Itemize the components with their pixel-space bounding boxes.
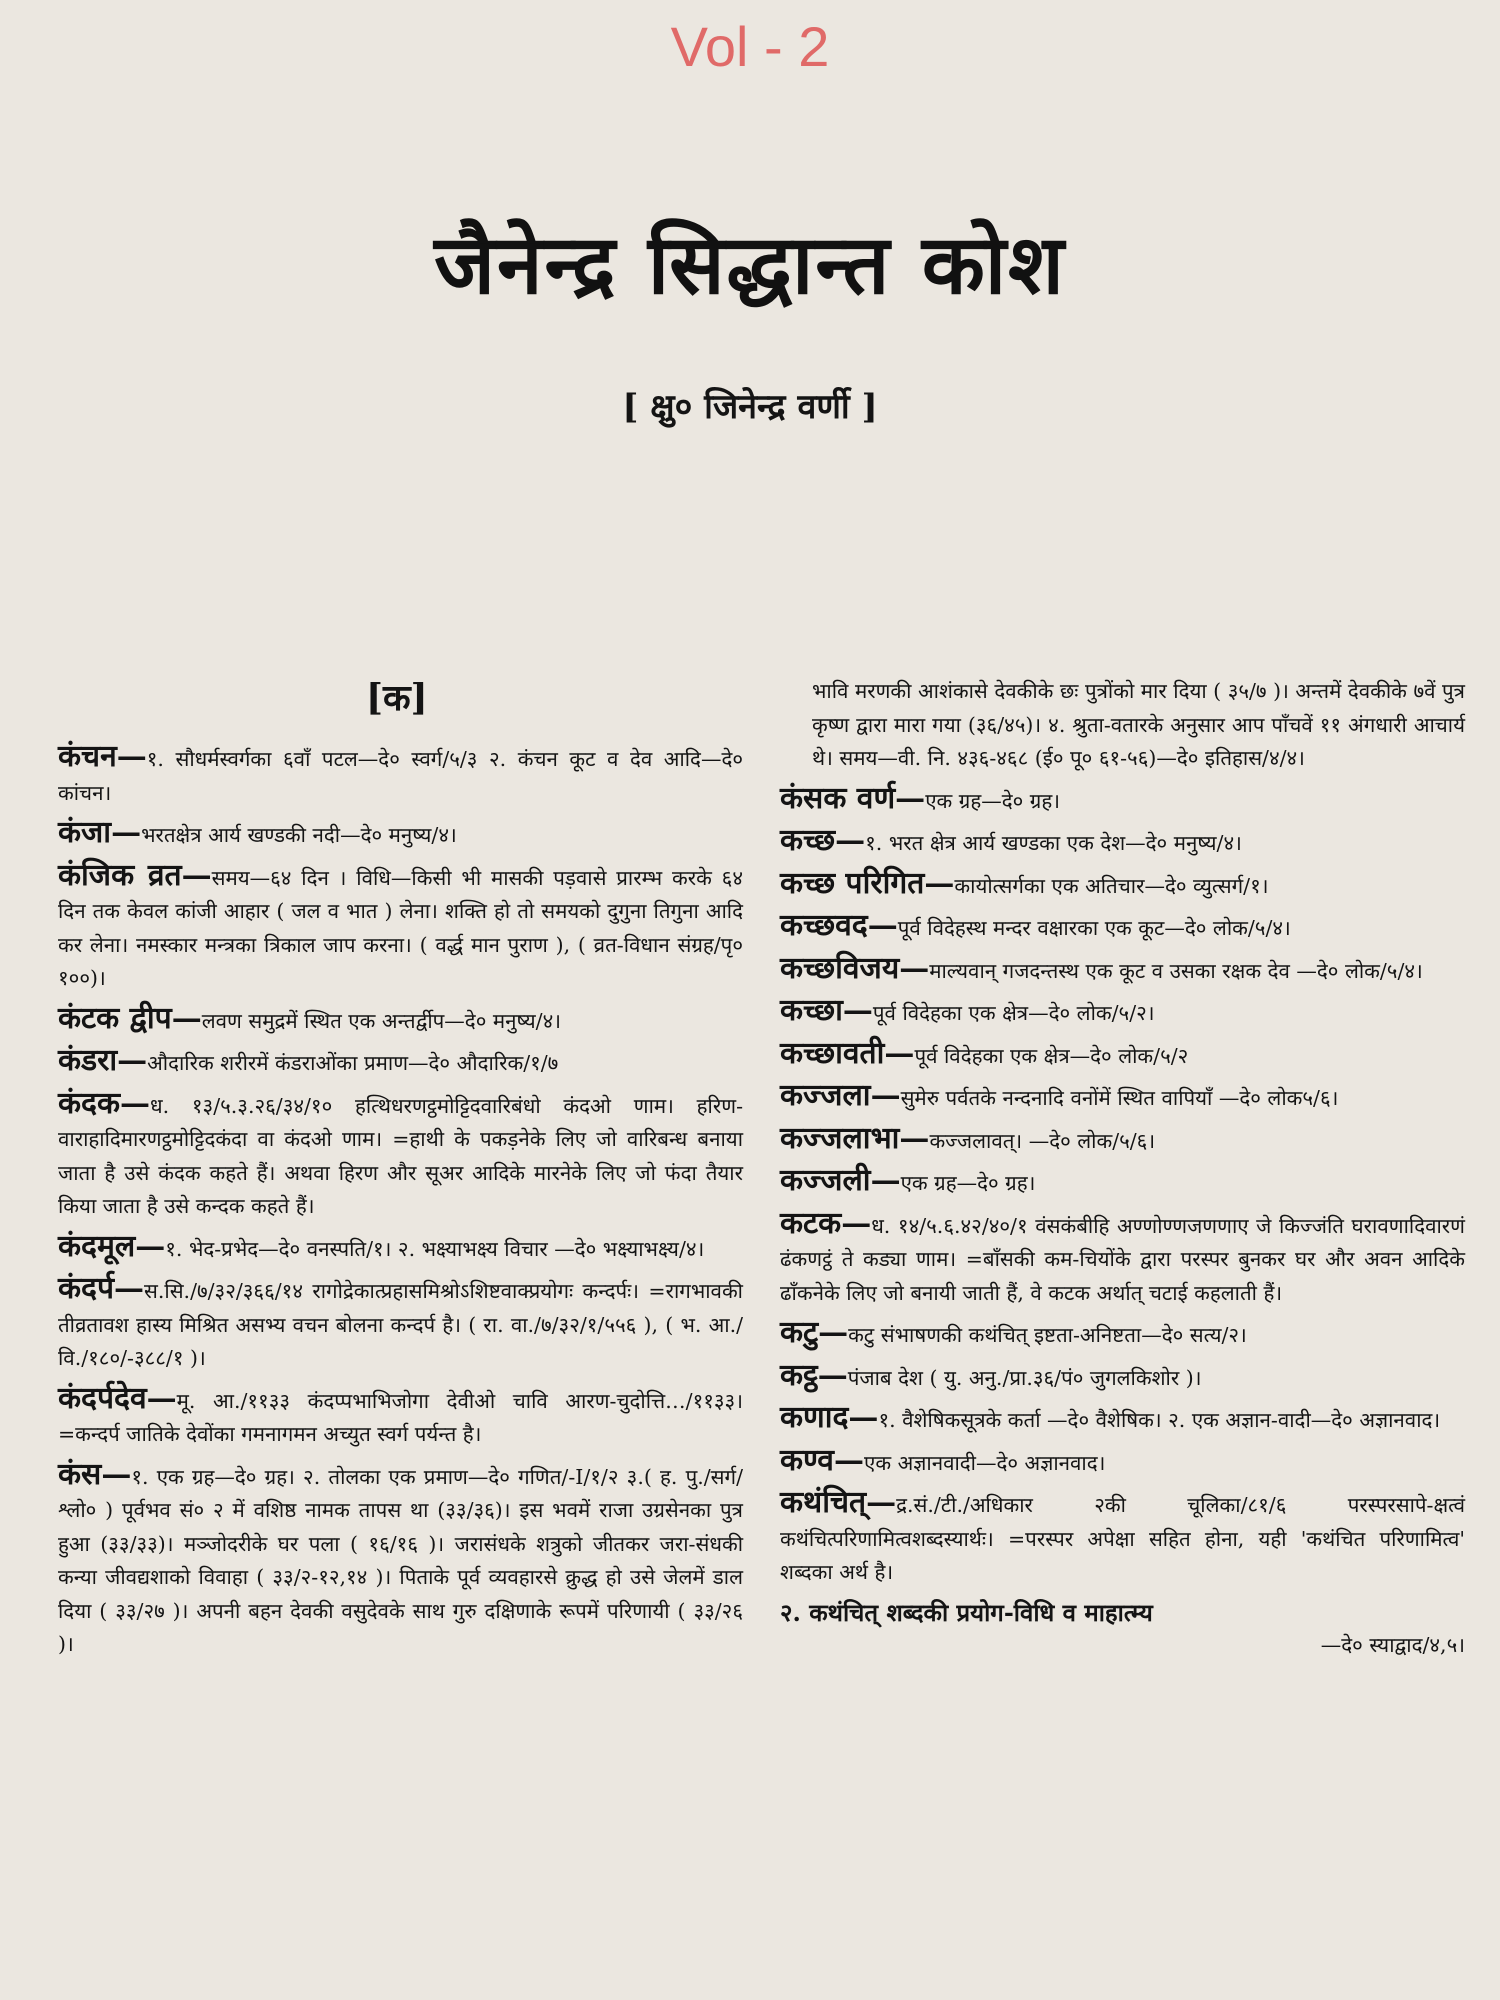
entry-text: ध. १३/५.३.२६/३४/१० हत्थिधरणट्ठमोट्टिदवारिबंधो कंदओ णाम। हरिण-वाराहादिमारणट्ठमोट्टिदकंदा वा कंदओ णाम। =हाथी के पकड़नेके लिए जो वारिबन्ध बनाया जाता है उसे कंदक कहते हैं। अथवा हिरण और सूअर आदिके मारनेके लिए जो फंदा तैयार किया जाता है उसे कन्दक कहते हैं। bbox=[58, 1093, 743, 1218]
entry-text: भावि मरणकी आशंकासे देवकीके छः पुत्रोंको मार दिया ( ३५/७ )। अन्तमें देवकीके ७वें पुत्र कृष्ण द्वारा मारा गया (३६/४५)। ४. श्रुता-वतारके अनुसार आप पाँचवें ११ अंगधारी आचार्य थे। समय—वी. नि. ४३६-४६८ (ई० पू० ६१-५६)—दे० इतिहास/४/४। bbox=[812, 679, 1465, 770]
dictionary-entry bbox=[58, 740, 743, 810]
entry-text: कज्जलावत्। —दे० लोक/५/६। bbox=[929, 1128, 1156, 1153]
entry-headword: कच्छविजय— bbox=[780, 950, 930, 986]
entry-text: समय—६४ दिन । विधि—किसी भी मासकी पड़वासे प्रारम्भ करके ६४ दिन तक केवल कांजी आहार ( जल व भात ) लेना। शक्ति हो तो समयको दुगुना तिगुना आदि कर लेना। नमस्कार मन्त्रका त्रिकाल जाप करना। ( वर्द्ध मान पुराण ), ( व्रत-विधान संग्रह/पृ० १००)। bbox=[58, 865, 743, 990]
entry-headword: कंदर्पदेव— bbox=[58, 1380, 177, 1416]
entry-text: सुमेरु पर्वतके नन्दनादि वनोंमें स्थित वापियाँ —दे० लोक५/६। bbox=[900, 1086, 1339, 1110]
entry-text: माल्यवान् गजदन्तस्थ एक कूट व उसका रक्षक देव —दे० लोक/५/४। bbox=[929, 958, 1423, 983]
entry-text: १. एक ग्रह—दे० ग्रह। २. तोलका एक प्रमाण—दे० गणित/-I/१/२ ३.( ह. पु./सर्ग/श्लो० ) पूर्वभव सं० २ में वशिष्ठ नामक तापस था (३३/३६)। इस भवमें राजा उग्रसेनका पुत्र हुआ (३३/३३)। मञ्जोदरीके घर पला ( १६/१६ )। जरासंधके शत्रुको जीतकर जरा-संधकी कन्या जीवद्यशाको विवाहा ( ३३/२-१२,१४ )। पिताके पूर्व व्यवहारसे क्रुद्ध हो उसे जेलमें डाल दिया ( ३३/२७ )। अपनी बहन देवकी वसुदेवके साथ गुरु दक्षिणाके रूपमें परिणायी ( ३३/२६ )। bbox=[58, 1464, 743, 1656]
entry-headword: कटु— bbox=[780, 1315, 849, 1350]
sub-heading: २. कथंचित् शब्दकी प्रयोग-विधि व माहात्म्य bbox=[780, 1597, 1153, 1627]
dictionary-entry bbox=[58, 859, 743, 996]
entry-headword: कच्छ परिगित— bbox=[780, 865, 955, 901]
dictionary-entry bbox=[780, 824, 1465, 861]
dictionary-entry bbox=[58, 1044, 743, 1081]
entry-headword: कंडरा— bbox=[58, 1043, 148, 1078]
dictionary-entry bbox=[58, 816, 743, 853]
entry-headword: कंजिक व्रत— bbox=[58, 857, 212, 893]
entry-text: स.सि./७/३२/३६६/१४ रागोद्रेकात्प्रहासमिश्रोऽशिष्टवाक्प्रयोगः कन्दर्पः। =रागभावकी तीव्रतावश हास्य मिश्रित असभ्य वचन बोलना कन्दर्प है। ( रा. वा./७/३२/१/५५६ ), ( भ. आ./वि./१८०/-३८८/१ )। bbox=[58, 1279, 743, 1370]
entry-text: १. भेद-प्रभेद—दे० वनस्पति/१। २. भक्ष्याभक्ष्य विचार —दे० भक्ष्याभक्ष्य/४। bbox=[165, 1236, 705, 1261]
dictionary-entry bbox=[780, 1486, 1465, 1590]
entry-headword: कंजा— bbox=[58, 815, 142, 850]
entry-headword: कट्ठ— bbox=[780, 1357, 848, 1393]
entry-text: मू. आ./११३३ कंदप्पभाभिजोगा देवीओ चावि आरण-चुदोत्ति…/११३३। =कन्दर्प जातिके देवोंका गमनागमन अच्युत स्वर्ग पर्यन्त है। bbox=[58, 1388, 743, 1446]
entry-headword: कच्छा— bbox=[780, 993, 873, 1028]
dictionary-entry bbox=[780, 1359, 1465, 1396]
sub-heading-reference: —दे० स्याद्वाद/४,५। bbox=[1320, 1633, 1465, 1657]
dictionary-entry bbox=[58, 1272, 743, 1376]
dictionary-entry bbox=[780, 994, 1465, 1031]
dictionary-entry bbox=[780, 1037, 1465, 1074]
entry-text: कटु संभाषणकी कथंचित् इष्टता-अनिष्टता—दे० सत्य/२। bbox=[848, 1323, 1247, 1347]
entry-text: १. वैशेषिकसूत्रके कर्ता —दे० वैशेषिक। २. एक अज्ञान-वादी—दे० अज्ञानवाद। bbox=[878, 1408, 1441, 1432]
entry-text: एक अज्ञानवादी—दे० अज्ञानवाद। bbox=[863, 1450, 1106, 1475]
dictionary-entry bbox=[58, 1382, 743, 1452]
entry-text: १. भरत क्षेत्र आर्य खण्डका एक देश—दे० मनुष्य/४। bbox=[865, 831, 1242, 855]
book-title: जैनेन्द्र सिद्धान्त कोश bbox=[434, 217, 1066, 313]
entry-headword: कंसक वर्ण— bbox=[780, 780, 926, 816]
entry-text: एक ग्रह—दे० ग्रह। bbox=[900, 1171, 1036, 1195]
entry-headword: कंस— bbox=[58, 1456, 132, 1492]
entry-headword: कच्छावती— bbox=[780, 1035, 915, 1071]
entry-text: १. सौधर्मस्वर्गका ६वाँ पटल—दे० स्वर्ग/५/३ २. कंचन कूट व देव आदि—दे० कांचन। bbox=[58, 747, 743, 805]
entry-headword: कंटक द्वीप— bbox=[58, 1000, 202, 1036]
volume-label: Vol - 2 bbox=[670, 15, 830, 78]
entry-text: एक ग्रह—दे० ग्रह। bbox=[925, 788, 1061, 813]
dictionary-entry bbox=[780, 1122, 1465, 1159]
entry-text: ध. १४/५.६.४२/४०/१ वंसकंबीहि अण्णोण्णजणणाए जे किज्जंति घरावणादिवारणं ढंकणट्ठं ते कड्या णाम। =बाँसकी कम-चियोंके द्वारा परस्पर बुनकर घर और अवन आदिके ढाँकनेके लिए जो बनायी जाती हैं, वे कटक अर्थात् चटाई कहलाती हैं। bbox=[780, 1213, 1465, 1305]
entry-headword: कज्जली— bbox=[780, 1163, 901, 1198]
dictionary-entry bbox=[780, 1401, 1465, 1438]
entry-text: कायोत्सर्गका एक अतिचार—दे० व्युत्सर्ग/१। bbox=[954, 873, 1269, 898]
entry-text: द्र.सं./टी./अधिकार २की चूलिका/८१/६ परस्परसापे-क्षत्वं कथंचित्परिणामित्वशब्दस्यार्थः। =परस्पर अपेक्षा सहित होना, यही 'कथंचित परिणामित्व' शब्दका अर्थ है। bbox=[780, 1493, 1465, 1584]
entry-text: भरतक्षेत्र आर्य खण्डकी नदी—दे० मनुष्य/४। bbox=[141, 823, 457, 847]
left-column bbox=[58, 740, 743, 1668]
right-column bbox=[780, 675, 1465, 1663]
dictionary-entry bbox=[58, 1458, 743, 1662]
dictionary-entry bbox=[58, 1230, 743, 1267]
entry-headword: कंदमूल— bbox=[58, 1228, 166, 1264]
section-letter: [क] bbox=[366, 677, 428, 719]
entry-headword: कज्जला— bbox=[780, 1078, 901, 1113]
entry-headword: कंदक— bbox=[58, 1085, 151, 1121]
dictionary-entry bbox=[780, 1164, 1465, 1201]
dictionary-entry bbox=[780, 782, 1465, 819]
dictionary-entry bbox=[780, 1316, 1465, 1353]
dictionary-entry bbox=[780, 1444, 1465, 1481]
entry-text: लवण समुद्रमें स्थित एक अन्तर्द्वीप—दे० मनुष्य/४। bbox=[201, 1008, 562, 1033]
entry-headword: कच्छवद— bbox=[780, 908, 898, 943]
dictionary-entry bbox=[58, 1002, 743, 1039]
entry-headword: कथंचित्— bbox=[780, 1485, 897, 1520]
dictionary-entry bbox=[780, 1079, 1465, 1116]
entry-text: पूर्व विदेहका एक क्षेत्र—दे० लोक/५/२। bbox=[872, 1001, 1155, 1025]
author-line: [ क्षु० जिनेन्द्र वर्णी ] bbox=[622, 387, 878, 427]
entry-text: पूर्व विदेहका एक क्षेत्र—दे० लोक/५/२ bbox=[914, 1043, 1189, 1068]
dictionary-entry bbox=[58, 1087, 743, 1224]
entry-headword: कच्छ— bbox=[780, 823, 866, 858]
entry-headword: कणाद— bbox=[780, 1400, 879, 1435]
entry-headword: कंदर्प— bbox=[58, 1271, 145, 1306]
entry-headword: कंचन— bbox=[58, 739, 147, 774]
entry-headword: कज्जलाभा— bbox=[780, 1120, 930, 1156]
entry-text: पूर्व विदेहस्थ मन्दर वक्षारका एक कूट—दे० लोक/५/४। bbox=[897, 916, 1291, 940]
entry-headword: कटक— bbox=[780, 1205, 872, 1241]
entry-text: पंजाब देश ( यु. अनु./प्रा.३६/पं० जुगलकिशोर )। bbox=[847, 1365, 1202, 1390]
dictionary-entry bbox=[780, 1207, 1465, 1311]
dictionary-entry bbox=[780, 952, 1465, 989]
entry-text: औदारिक शरीरमें कंडराओंका प्रमाण—दे० औदारिक/१/७ bbox=[147, 1051, 559, 1075]
dictionary-entry bbox=[812, 675, 1465, 776]
dictionary-entry bbox=[780, 867, 1465, 904]
dictionary-entry bbox=[780, 909, 1465, 946]
entry-headword: कण्व— bbox=[780, 1442, 864, 1478]
